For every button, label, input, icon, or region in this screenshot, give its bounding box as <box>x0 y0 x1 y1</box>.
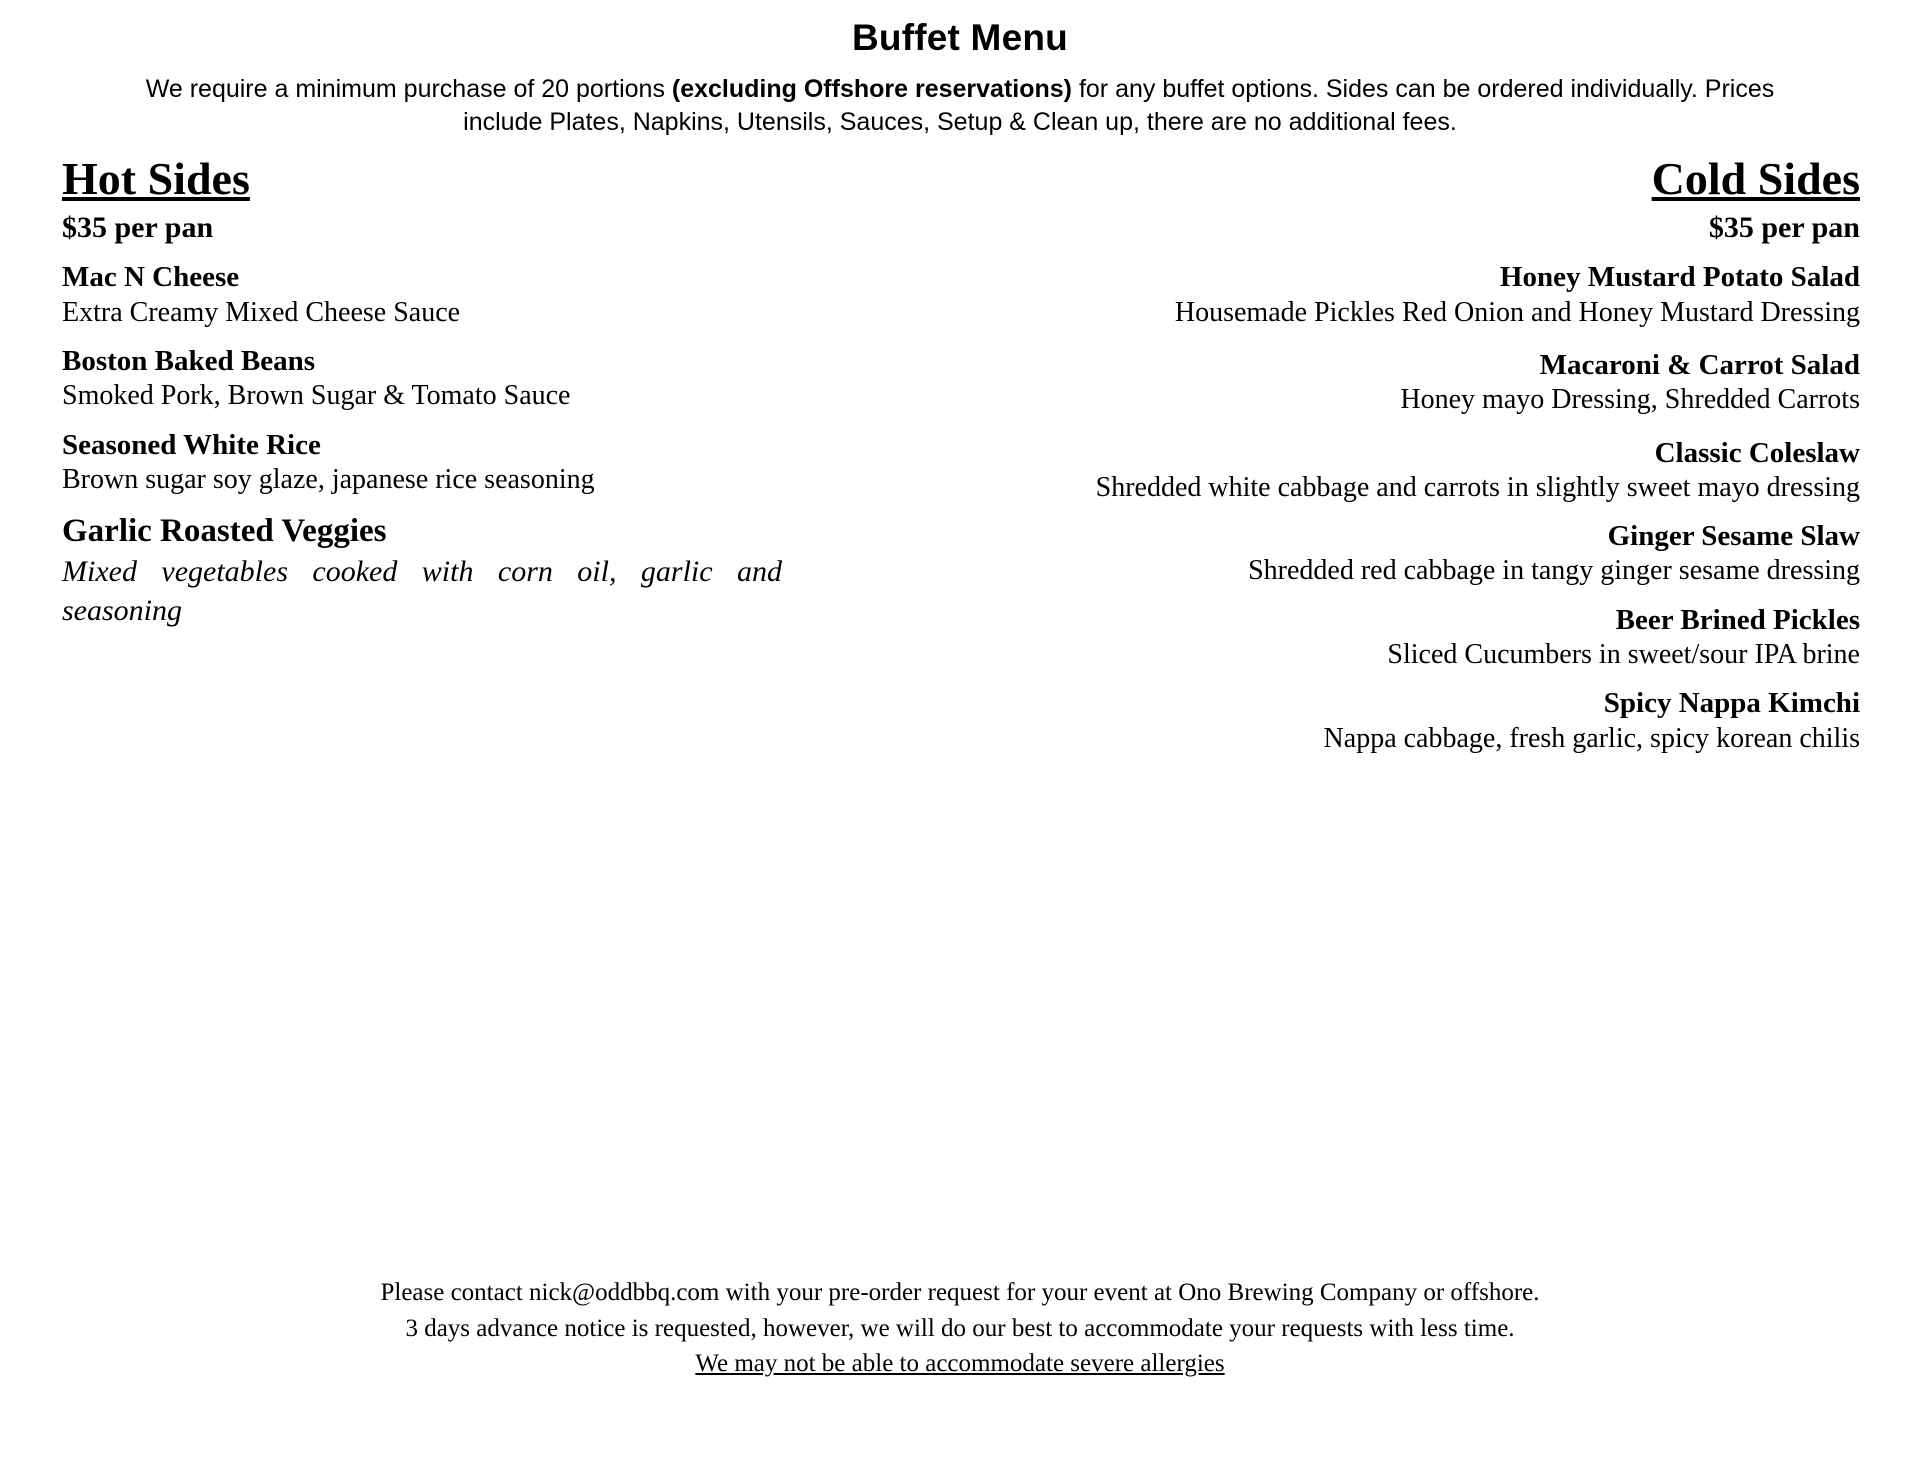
footer-allergy-line: We may not be able to accommodate severe allergies <box>695 1350 1225 1377</box>
intro-text-part1: We require a minimum purchase of 20 portions <box>145 74 672 103</box>
menu-item-name: Macaroni & Carrot Salad <box>1539 349 1860 382</box>
hot-sides-price: $35 per pan <box>62 210 214 244</box>
menu-item <box>1000 686 1860 756</box>
menu-item-name: Classic Coleslaw <box>1654 436 1860 469</box>
menu-item-desc: Extra Creamy Mixed Cheese Sauce <box>62 296 461 328</box>
footer-notice-line: 3 days advance notice is requested, however, we will do our best to accommodate your requests with less time. <box>405 1314 1515 1342</box>
cold-sides-column <box>1000 152 1860 756</box>
footer-contact-line: Please contact nick@oddbbq.com with your pre-order request for your event at Ono Brewing Company or offshore. <box>380 1279 1540 1306</box>
menu-item-name: Boston Baked Beans <box>62 345 316 378</box>
menu-item-desc: Shredded white cabbage and carrots in slightly sweet mayo dressing <box>1095 471 1860 503</box>
menu-item <box>62 344 922 414</box>
menu-item-name: Honey Mustard Potato Salad <box>1499 261 1860 294</box>
menu-item-desc: Nappa cabbage, fresh garlic, spicy korean chilis <box>1323 722 1860 754</box>
menu-item <box>1000 436 1860 506</box>
page-title: Buffet Menu <box>852 17 1068 58</box>
menu-item-name: Seasoned White Rice <box>62 428 321 461</box>
menu-item-name: Mac N Cheese <box>62 261 240 294</box>
intro-text-part2: for any buffet options. Sides can be ordered individually. Prices include Plates, Napkins, Utensils, Sauces, Setup & Clean up, there are no additional fees. <box>463 74 1775 136</box>
menu-header <box>0 0 1920 139</box>
menu-item-name: Spicy Nappa Kimchi <box>1603 687 1860 720</box>
menu-item-desc: Housemade Pickles Red Onion and Honey Mustard Dressing <box>1174 296 1860 328</box>
menu-item-name: Ginger Sesame Slaw <box>1607 520 1860 553</box>
hot-sides-heading: Hot Sides <box>62 152 250 204</box>
menu-item-desc: Sliced Cucumbers in sweet/sour IPA brine <box>1387 638 1860 670</box>
menu-item <box>62 511 922 630</box>
menu-item-desc: Smoked Pork, Brown Sugar & Tomato Sauce <box>62 380 571 412</box>
menu-item <box>1000 519 1860 589</box>
cold-sides-price: $35 per pan <box>1708 210 1860 244</box>
menu-item-desc: Shredded red cabbage in tangy ginger sesame dressing <box>1248 555 1860 587</box>
menu-item-desc: Brown sugar soy glaze, japanese rice seasoning <box>62 463 595 495</box>
menu-item-desc: Honey mayo Dressing, Shredded Carrots <box>1400 384 1860 416</box>
intro-paragraph <box>110 73 1810 139</box>
menu-item-name: Beer Brined Pickles <box>1615 603 1860 636</box>
menu-footer <box>0 1275 1920 1382</box>
cold-sides-heading: Cold Sides <box>1651 152 1860 204</box>
menu-item-desc: Mixed vegetables cooked with corn oil, garlic and seasoning <box>62 554 782 627</box>
menu-item <box>62 260 922 330</box>
menu-item <box>62 428 922 498</box>
menu-item <box>1000 348 1860 418</box>
intro-text-bold: (excluding Offshore reservations) <box>671 74 1072 103</box>
menu-columns <box>0 152 1920 756</box>
menu-item <box>1000 603 1860 673</box>
hot-sides-column <box>62 152 922 630</box>
menu-item-name: Garlic Roasted Veggies <box>62 513 387 550</box>
menu-item <box>1000 260 1860 330</box>
